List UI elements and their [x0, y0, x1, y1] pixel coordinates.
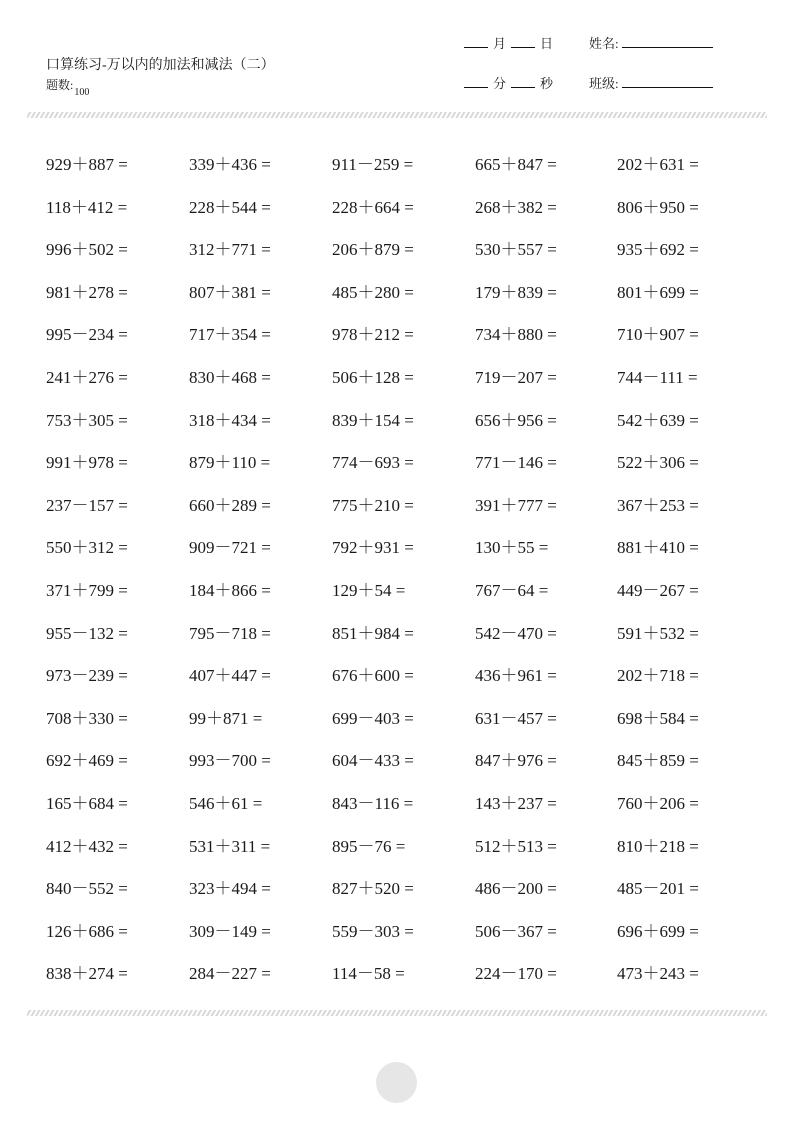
problem-item: 656＋956 =	[475, 410, 557, 430]
problem-item: 309－149 =	[189, 921, 271, 941]
day-label: 日	[540, 36, 554, 51]
problem-item: 810＋218 =	[617, 836, 699, 856]
problem-item: 847＋976 =	[475, 751, 557, 771]
problem-item: 486－200 =	[475, 879, 557, 899]
problem-item: 228＋544 =	[189, 197, 271, 217]
problem-item: 522＋306 =	[617, 453, 699, 473]
problem-item: 665＋847 =	[475, 155, 557, 174]
problem-item: 955－132 =	[46, 623, 128, 643]
problem-item: 734＋880 =	[475, 325, 557, 345]
problem-item: 604－433 =	[332, 751, 414, 771]
class-label: 班级:	[589, 76, 619, 91]
problem-item: 530＋557 =	[475, 240, 557, 260]
problem-item: 795－718 =	[189, 623, 271, 643]
problem-item: 935＋692 =	[617, 240, 699, 260]
problem-item: 699－403 =	[332, 708, 414, 728]
problem-item: 512＋513 =	[475, 836, 557, 856]
problem-count-value: 100	[74, 87, 90, 98]
problem-item: 228＋664 =	[332, 197, 414, 217]
problem-item: 312＋771 =	[189, 240, 271, 260]
problem-item: 692＋469 =	[46, 751, 128, 771]
time-field	[464, 73, 558, 92]
problem-item: 879＋110 =	[189, 453, 271, 473]
problem-item: 760＋206 =	[617, 794, 699, 813]
problem-item: 99＋871 =	[189, 708, 263, 728]
problem-item: 473＋243 =	[617, 964, 699, 984]
date-field	[464, 33, 558, 52]
day-blank[interactable]	[511, 46, 535, 48]
problem-item: 559－303 =	[332, 921, 414, 941]
problem-item: 830＋468 =	[189, 368, 271, 387]
problem-item: 371＋799 =	[46, 581, 128, 600]
problem-item: 753＋305 =	[46, 410, 128, 430]
problem-item: 436＋961 =	[475, 666, 557, 686]
problem-item: 838＋274 =	[46, 964, 128, 984]
problem-item: 506＋128 =	[332, 368, 414, 387]
problem-item: 771－146 =	[475, 453, 557, 473]
problem-item: 708＋330 =	[46, 708, 128, 728]
problem-item: 839＋154 =	[332, 410, 414, 430]
problem-count	[46, 76, 90, 98]
month-label: 月	[493, 36, 507, 51]
problem-item: 550＋312 =	[46, 538, 128, 558]
name-blank[interactable]	[622, 46, 713, 48]
problem-item: 184＋866 =	[189, 581, 271, 600]
problem-item: 840－552 =	[46, 879, 128, 899]
problem-item: 774－693 =	[332, 453, 414, 473]
problem-item: 542＋639 =	[617, 410, 699, 430]
class-blank[interactable]	[622, 86, 713, 88]
problem-item: 339＋436 =	[189, 155, 271, 174]
problem-item: 202＋718 =	[617, 666, 699, 686]
top-divider	[27, 112, 767, 118]
problem-item: 126＋686 =	[46, 921, 128, 941]
problem-item: 775＋210 =	[332, 495, 414, 515]
problem-item: 241＋276 =	[46, 368, 128, 387]
problem-item: 143＋237 =	[475, 794, 557, 813]
name-label: 姓名:	[589, 36, 619, 51]
problem-item: 843－116 =	[332, 794, 414, 813]
problem-item: 792＋931 =	[332, 538, 414, 558]
month-blank[interactable]	[464, 46, 488, 48]
minute-label: 分	[493, 76, 507, 91]
problem-item: 206＋879 =	[332, 240, 414, 260]
problem-item: 996＋502 =	[46, 240, 128, 260]
problem-item: 485－201 =	[617, 879, 699, 899]
problem-item: 531＋311 =	[189, 836, 271, 856]
problem-item: 676＋600 =	[332, 666, 414, 686]
problem-item: 237－157 =	[46, 495, 128, 515]
problem-item: 995－234 =	[46, 325, 128, 345]
problem-item: 717＋354 =	[189, 325, 271, 345]
problem-item: 268＋382 =	[475, 197, 557, 217]
problem-item: 801＋699 =	[617, 282, 699, 302]
problem-item: 696＋699 =	[617, 921, 699, 941]
problem-item: 929＋887 =	[46, 155, 128, 174]
problem-item: 881＋410 =	[617, 538, 699, 558]
problem-item: 130＋55 =	[475, 538, 549, 558]
problem-item: 993－700 =	[189, 751, 271, 771]
problem-item: 202＋631 =	[617, 155, 699, 174]
problem-item: 179＋839 =	[475, 282, 557, 302]
problem-item: 631－457 =	[475, 708, 557, 728]
problem-item: 909－721 =	[189, 538, 271, 558]
class-field	[589, 73, 713, 92]
minute-blank[interactable]	[464, 86, 488, 88]
page-indicator-dot	[376, 1062, 417, 1103]
problem-item: 129＋54 =	[332, 581, 406, 600]
problem-item: 744－111 =	[617, 368, 698, 387]
problem-item: 981＋278 =	[46, 282, 128, 302]
problem-item: 806＋950 =	[617, 197, 699, 217]
problem-count-label: 题数:	[46, 78, 74, 92]
problem-item: 407＋447 =	[189, 666, 271, 686]
problem-item: 991＋978 =	[46, 453, 128, 473]
problem-item: 911－259 =	[332, 155, 414, 174]
problem-item: 367＋253 =	[617, 495, 699, 515]
problem-item: 827＋520 =	[332, 879, 414, 899]
worksheet-title: 口算练习-万以内的加法和减法（二）	[46, 58, 275, 73]
problem-item: 284－227 =	[189, 964, 271, 984]
problem-item: 485＋280 =	[332, 282, 414, 302]
problem-item: 807＋381 =	[189, 282, 271, 302]
problem-item: 591＋532 =	[617, 623, 699, 643]
problem-item: 449－267 =	[617, 581, 699, 600]
problem-item: 506－367 =	[475, 921, 557, 941]
problem-item: 323＋494 =	[189, 879, 271, 899]
problem-item: 973－239 =	[46, 666, 128, 686]
second-label: 秒	[540, 76, 554, 91]
problem-item: 660＋289 =	[189, 495, 271, 515]
problem-item: 698＋584 =	[617, 708, 699, 728]
name-field	[589, 33, 713, 52]
problem-item: 412＋432 =	[46, 836, 128, 856]
problem-item: 710＋907 =	[617, 325, 699, 345]
problem-item: 895－76 =	[332, 836, 406, 856]
second-blank[interactable]	[511, 86, 535, 88]
problem-item: 165＋684 =	[46, 794, 128, 813]
problem-item: 767－64 =	[475, 581, 549, 600]
problem-item: 845＋859 =	[617, 751, 699, 771]
problem-item: 224－170 =	[475, 964, 557, 984]
problem-item: 719－207 =	[475, 368, 557, 387]
problem-item: 118＋412 =	[46, 197, 128, 217]
problem-item: 542－470 =	[475, 623, 557, 643]
problem-item: 851＋984 =	[332, 623, 414, 643]
problem-item: 978＋212 =	[332, 325, 414, 345]
bottom-divider	[27, 1010, 767, 1016]
problem-item: 391＋777 =	[475, 495, 557, 515]
problem-item: 114－58 =	[332, 964, 405, 984]
problem-item: 318＋434 =	[189, 410, 271, 430]
problem-item: 546＋61 =	[189, 794, 263, 813]
